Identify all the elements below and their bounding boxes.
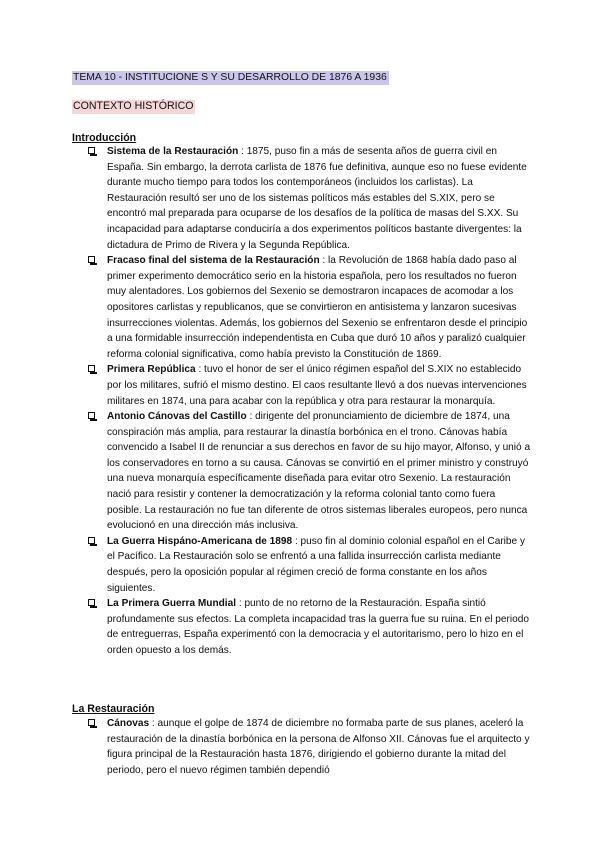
checkbox-bullet-icon <box>88 256 95 263</box>
item-text: : puso fin al dominio colonial español en el Caribe y el Pacífico. La Restauración solo se enfrentó a una fallida insurrección carlista mediante después, pero la oposición popular al régimen creció de forma constante en los años siguientes. <box>107 535 525 594</box>
list-item <box>88 253 532 362</box>
item-text: : 1875, puso fin a más de sesenta años de guerra civil en España. Sin embargo, la derrota carlista de 1876 fue definitiva, aunque eso no fuese evidente durante mucho tiempo para todos los contemporáneos (incluidos los carlistas). La Restauración resultó ser uno de los sistemas políticos más estables del S.XIX, pero se encontró mal preparada para ocuparse de los desafíos de la política de masas del S.XX. Su incapacidad para adaptarse conduciría a dos experimentos políticos bastante divergentes: la dictadura de Primo de Rivera y la Segunda República. <box>107 146 527 251</box>
introduccion-list <box>88 144 532 659</box>
checkbox-bullet-icon <box>88 412 95 419</box>
item-term: Cánovas <box>107 718 150 729</box>
checkbox-bullet-icon <box>88 719 95 726</box>
section-heading-introduccion: Introducción <box>72 132 137 144</box>
item-term: Sistema de la Restauración <box>107 146 239 157</box>
restauracion-list <box>88 716 532 778</box>
list-item <box>88 144 532 253</box>
item-text: : tuvo el honor de ser el único régimen español del S.XIX no establecido por los militares, sufrió el mismo destino. El caos resultante llevó a dos nuevas intervenciones militares en 1874, una para acabar con la república y otra para restaurar la monarquía. <box>107 364 527 407</box>
item-text: : aunque el golpe de 1874 de diciembre no formaba parte de sus planes, aceleró la restauración de la dinastía borbónica en la persona de Alfonso XII. Cánovas fue el arquitecto y figura principal de la Restauración hasta 1876, dirigiendo el gobierno durante la mitad del periodo, pero el nuevo régimen también dependió <box>107 718 530 776</box>
item-text: : dirigente del pronunciamiento de diciembre de 1874, una conspiración más amplia, para restaurar la dinastía borbónica en el trono. Cánovas había convencido a Isabel II de renunciar a sus derechos en favor de su hijo mayor, Alfonso, y unió a los conservadores en torno a su causa. Cánovas se convirtió en el primer ministro y construyó una nueva monarquía específicamente diseñada para evitar otro Sexenio. La restauración nació para resistir y contener la democratización y la reforma colonial tanto como fuera posible. La restauración no fue tan diferente de otros sistemas liberales europeos, pero nunca evolucionó en una dirección más inclusiva. <box>107 411 531 532</box>
list-item <box>88 534 532 596</box>
section-heading-la-restauracion: La Restauración <box>72 703 155 715</box>
checkbox-bullet-icon <box>88 537 95 544</box>
item-term: Fracaso final del sistema de la Restauración <box>107 255 320 267</box>
list-item <box>88 409 532 534</box>
item-text: : la Revolución de 1868 había dado paso al primer experimento democrático serio en la historia española, pero los resultados no fueron muy alentadores. Los gobiernos del Sexenio se demostraron incapaces de acomodar a los opositores carlistas y republicanos, que se convirtieron en antisistema y lanzaron sucesivas insurrecciones violentas. Además, los gobiernos del Sexenio se enfrentaron desde el principio a una formidable insurrección independentista en Cuba que duró 10 años y paralizó cualquier reforma colonial significativa, como había previsto la Constitución de 1869. <box>107 255 528 360</box>
checkbox-bullet-icon <box>88 147 95 154</box>
list-item <box>88 716 532 778</box>
item-term: La Primera Guerra Mundial <box>107 598 237 610</box>
list-item <box>88 362 532 409</box>
item-term: La Guerra Hispáno-Americana de 1898 <box>107 535 293 547</box>
list-item <box>88 596 532 658</box>
item-term: Antonio Cánovas del Castillo <box>107 411 247 423</box>
section-subtitle: CONTEXTO HISTÓRICO <box>73 100 194 112</box>
document-title: TEMA 10 - INSTITUCIONE S Y SU DESARROLLO DE 1876 A 1936 <box>73 72 387 83</box>
checkbox-bullet-icon <box>88 365 95 372</box>
checkbox-bullet-icon <box>88 599 95 606</box>
item-text: : punto de no retorno de la Restauración. España sintió profundamente sus efectos. La completa incapacidad tras la guerra fue su ruina. En el periodo de entreguerras, España experimentó con la democracia y el autoritarismo, pero lo hizo en el orden opuesto a los demás. <box>107 598 529 656</box>
item-term: Primera República <box>107 364 196 376</box>
